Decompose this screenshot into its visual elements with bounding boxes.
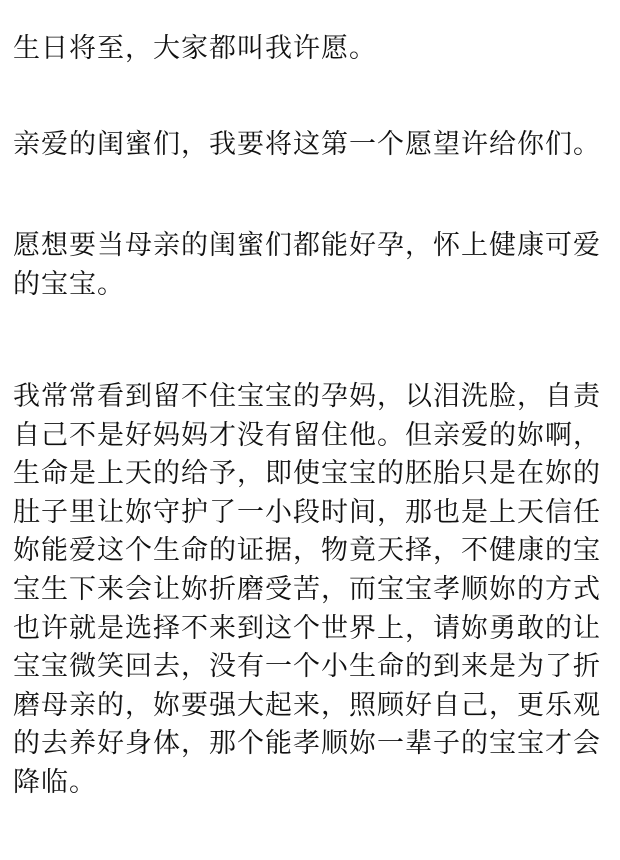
text-line: 妳能爱这个生命的证据，物竟天择，不健康的宝 <box>13 535 601 567</box>
paragraph-message-to-mothers <box>13 378 613 803</box>
text-line: 降临。 <box>13 766 97 798</box>
text-line: 我常常看到留不住宝宝的孕妈，以泪洗脸，自责 <box>13 381 601 412</box>
text-line: 的去养好身体，那个能孝顺妳一辈子的宝宝才会 <box>13 728 601 760</box>
text-line: 肚子里让妳守护了一小段时间，那也是上天信任 <box>13 496 601 528</box>
paragraph-dedication <box>13 126 613 165</box>
text-line: 愿想要当母亲的闺蜜们都能好孕，怀上健康可爱 <box>13 230 601 261</box>
text-line: 宝宝微笑回去，没有一个小生命的到来是为了折 <box>13 651 601 683</box>
text-line: 也许就是选择不来到这个世界上，请妳勇敢的让 <box>13 612 601 644</box>
text-line: 亲爱的闺蜜们，我要将这第一个愿望许给你们。 <box>13 129 601 160</box>
paragraph-birthday-wish-intro <box>13 30 613 69</box>
paragraph-wish <box>13 227 613 304</box>
text-line: 生日将至，大家都叫我许愿。 <box>13 33 377 64</box>
text-line: 磨母亲的，妳要强大起来，照顾好自己，更乐观 <box>13 689 601 721</box>
text-line: 自己不是好妈妈才没有留住他。但亲爱的妳啊， <box>13 419 601 451</box>
text-line: 宝生下来会让妳折磨受苦，而宝宝孝顺妳的方式 <box>13 573 601 605</box>
text-line: 生命是上天的给予，即使宝宝的胚胎只是在妳的 <box>13 458 601 490</box>
text-line: 的宝宝。 <box>13 268 125 300</box>
